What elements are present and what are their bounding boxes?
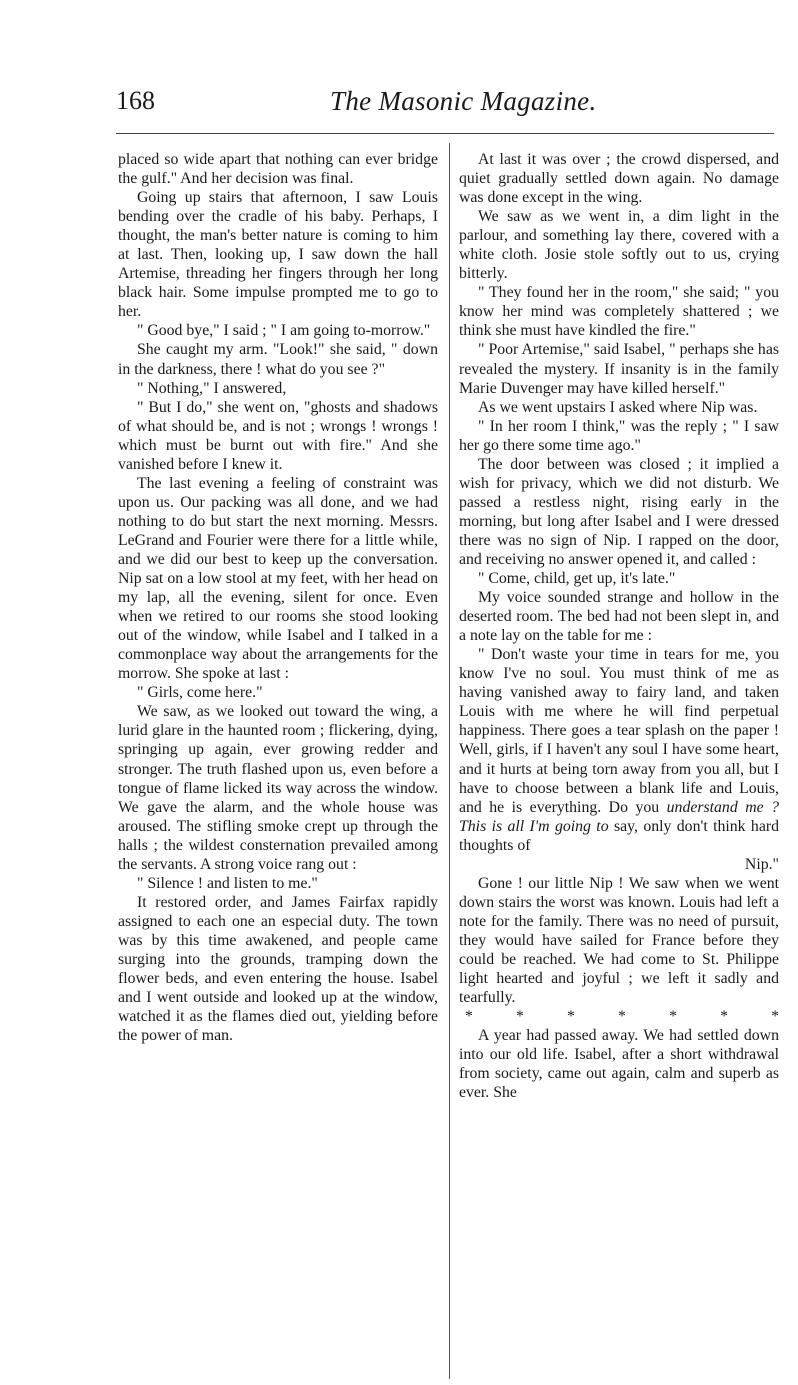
- paragraph: " Come, child, get up, it's late.": [477, 570, 676, 588]
- paragraph: My voice sounded strange and hollow in the deserted room. The bed had not been slept in, and a note lay on the table for me :: [459, 589, 779, 645]
- paragraph: " Good bye," I said ; " I am going to-morrow.": [136, 322, 431, 340]
- page-number: 168: [116, 86, 155, 115]
- right-column: [459, 150, 779, 1102]
- letter-paragraph: [459, 645, 779, 855]
- asterisk: *: [618, 1008, 626, 1026]
- paragraph: The last evening a feeling of constraint was upon us. Our packing was all done, and we had nothing to do but start the next morning. Messrs. LeGrand and Fourier were there for a little while, and we did our best to keep up the conversation. Nip sat on a low stool at my feet, with her head on my lap, all the evening, silent for once. Even when we retired to our rooms she stood looking out of the window, while Isabel and I talked in a commonplace way about the arrangements for the morrow. She spoke at last :: [118, 474, 438, 683]
- paragraph: " They found her in the room," she said; " you know her mind was completely shattered ; we think she must have kindled the fire.": [459, 284, 779, 340]
- letter-signature: Nip.": [744, 855, 779, 873]
- paragraph: " In her room I think," was the reply ; " I saw her go there some time ago.": [459, 417, 779, 454]
- paragraph: " Silence ! and listen to me.": [136, 874, 318, 892]
- asterisk: *: [465, 1008, 473, 1026]
- running-head-title: The Masonic Magazine.: [330, 86, 597, 116]
- asterisk: *: [669, 1008, 677, 1026]
- paragraph: " Nothing," I answered,: [136, 379, 287, 397]
- section-break-asterisks: [459, 1007, 779, 1026]
- paragraph: " But I do," she went on, "ghosts and shadows of what should be, and is not ; wrongs ! wrongs ! which must be burnt out with fire." And she vanished before I knew it.: [118, 398, 438, 473]
- letter-italic-text: understand me ? This is all I'm going to: [459, 798, 779, 835]
- paragraph: Going up stairs that afternoon, I saw Louis bending over the cradle of his baby. Perhaps, I thought, the man's better nature is coming to him at last. Then, looking up, I saw down the hall Artemise, threading her fingers through her long black hair. Some impulse prompted me to go to her.: [118, 189, 438, 321]
- paragraph: We saw as we went in, a dim light in the parlour, and something lay there, covered with a white cloth. Josie stole softly out to us, crying bitterly.: [459, 208, 779, 283]
- paragraph: " Poor Artemise," said Isabel, " perhaps she has revealed the mystery. If insanity is in the family Marie Duvenger may have killed herself.": [459, 341, 779, 397]
- letter-closing-text: say, only don't think hard thoughts of: [459, 817, 779, 854]
- paragraph: placed so wide apart that nothing can ever bridge the gulf." And her decision was final.: [118, 151, 438, 188]
- paragraph: A year had passed away. We had settled down into our old life. Isabel, after a short withdrawal from society, came out again, calm and superb as ever. She: [459, 1027, 779, 1102]
- column-divider: [449, 143, 450, 1379]
- asterisk: *: [720, 1008, 728, 1026]
- paragraph: She caught my arm. "Look!" she said, " down in the darkness, there ! what do you see ?": [118, 341, 438, 378]
- paragraph: As we went upstairs I asked where Nip was.: [477, 398, 758, 416]
- paragraph: At last it was over ; the crowd dispersed, and quiet gradually settled down again. No damage was done except in the wing.: [459, 151, 779, 207]
- paragraph: Gone ! our little Nip ! We saw when we went down stairs the worst was known. Louis had left a note for the family. There was no need of pursuit, they would have sailed for France before they could be reached. We had come to St. Philippe light hearted and joyful ; we left it sadly and tearfully.: [459, 874, 779, 1007]
- left-column: [118, 150, 438, 1045]
- paragraph: We saw, as we looked out toward the wing, a lurid glare in the haunted room ; flickering, dying, springing up again, ever growing redder and stronger. The truth flashed upon us, even before a tongue of flame licked its way across the window. We gave the alarm, and the whole house was aroused. The stifling smoke crept up through the halls ; the wildest consternation prevailed among the servants. A strong voice rang out :: [118, 703, 438, 873]
- asterisk: *: [771, 1008, 779, 1026]
- paragraph: The door between was closed ; it implied a wish for privacy, which we did not disturb. We passed a restless night, rising early in the morning, but long after Isabel and I were dressed there was no sign of Nip. I rapped on the door, and receiving no answer opened it, and called :: [459, 455, 779, 568]
- asterisk: *: [516, 1008, 524, 1026]
- paragraph: " Girls, come here.": [136, 684, 263, 702]
- header-rule: [116, 133, 774, 134]
- paragraph: It restored order, and James Fairfax rapidly assigned to each one an especial duty. The town was by this time awakened, and people came surging into the grounds, tramping down the flower beds, and even entering the house. Isabel and I went outside and looked up at the window, watched it as the flames died out, yielding before the power of man.: [118, 893, 438, 1045]
- letter-text: " Don't waste your time in tears for me, you know I've no soul. You must think of me as having vanished away to fairy land, and taken Louis with me where he will find perpetual happiness. There goes a tear splash on the paper ! Well, girls, if I haven't any soul I have some heart, and it hurts at being torn away from you all, but I have to choose between a blank life and Louis, and he is everything. Do you: [459, 646, 779, 816]
- asterisk: *: [567, 1008, 575, 1026]
